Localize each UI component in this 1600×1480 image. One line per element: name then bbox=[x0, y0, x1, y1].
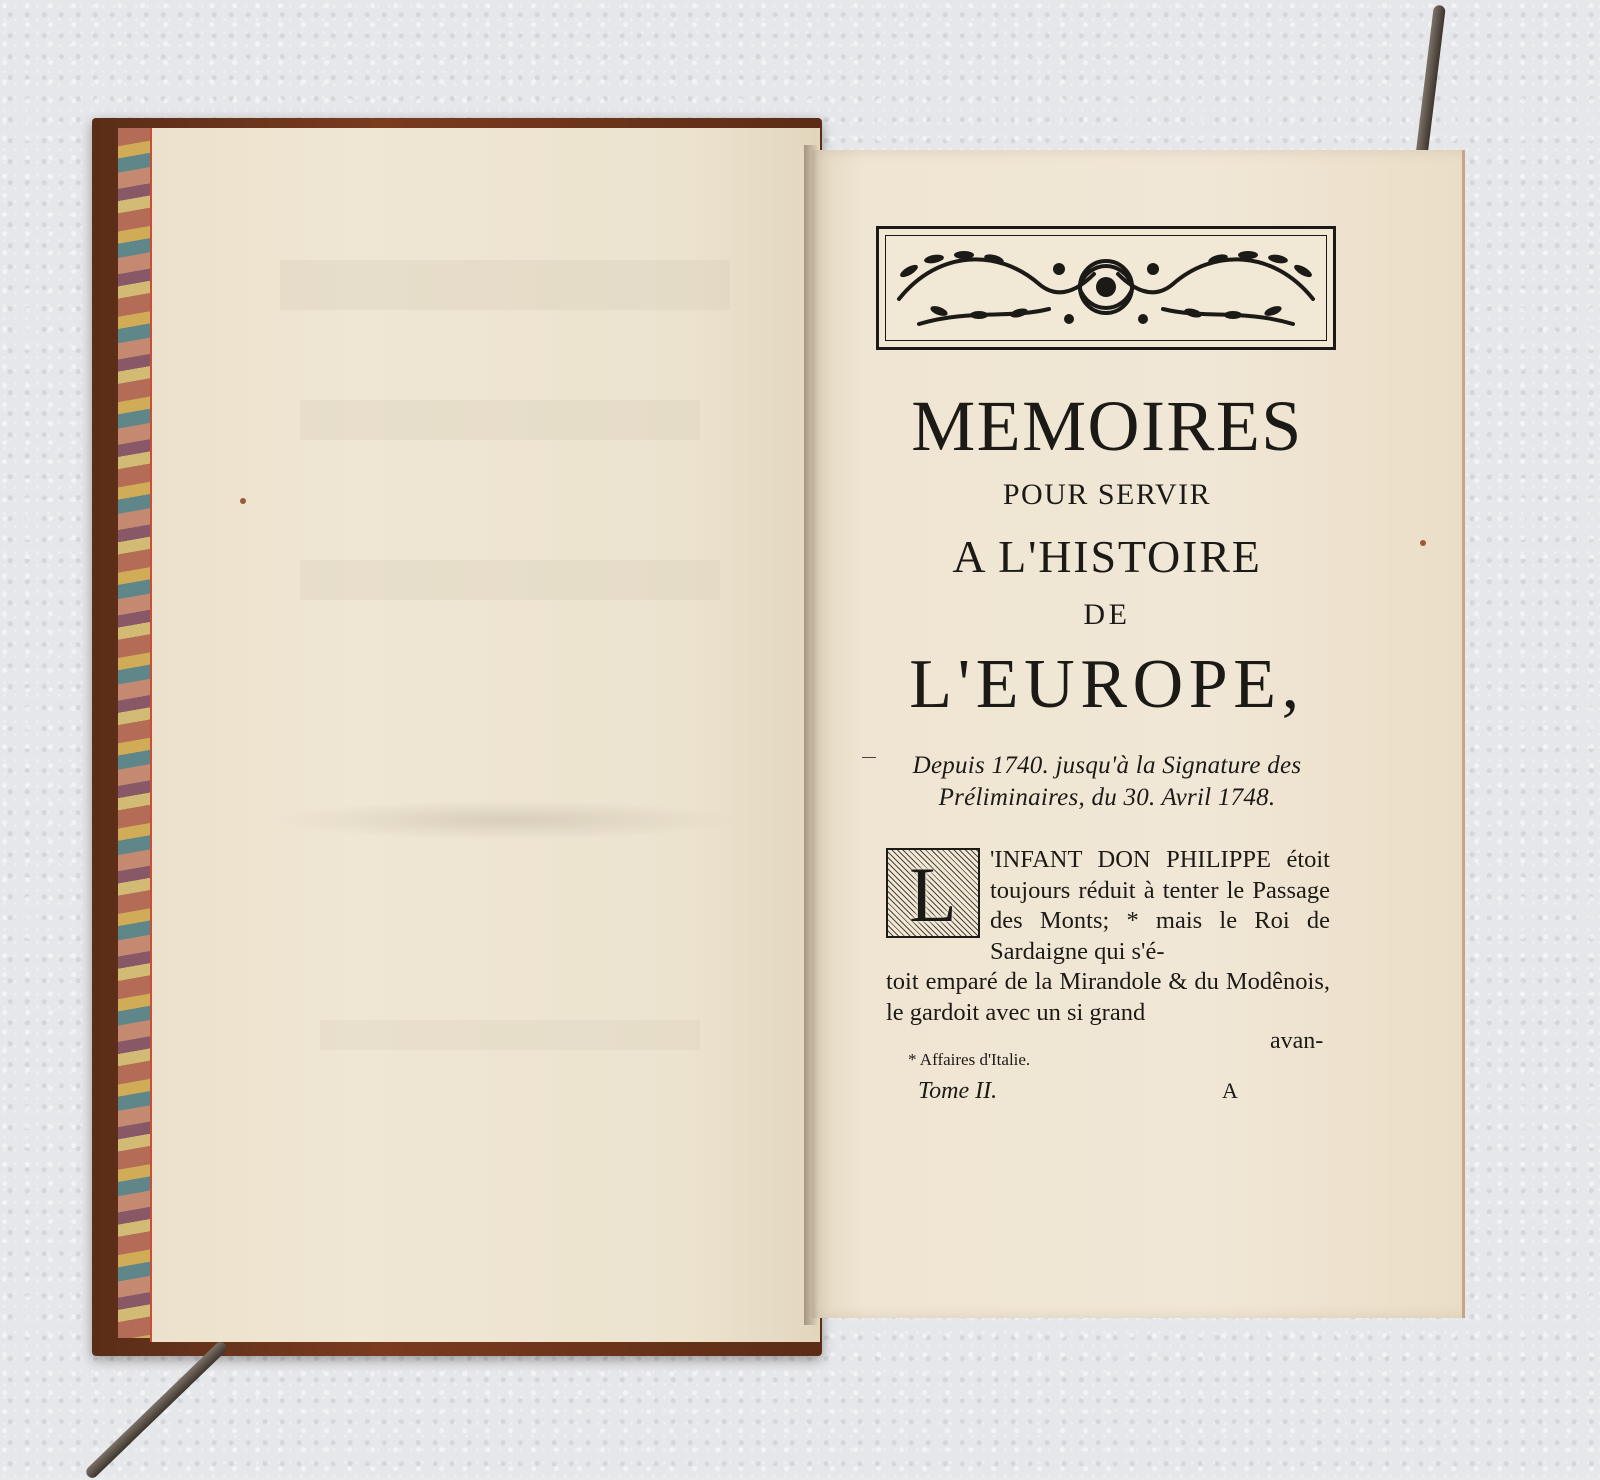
initial-letter: L bbox=[909, 851, 957, 938]
book-title: MEMOIRES bbox=[911, 386, 1303, 466]
decorated-initial bbox=[886, 848, 980, 938]
opening-text-beside-initial: 'INFANT DON PHILIPPE étoit toujours réduit à tenter le Passage des Monts; * mais le Roi de Sardaigne qui s'é- bbox=[990, 846, 1330, 965]
volume-label: Tome II. bbox=[918, 1078, 998, 1104]
marbled-endpaper bbox=[118, 128, 152, 1338]
ornamental-headpiece bbox=[876, 226, 1336, 350]
title-line-europe: L'EUROPE, bbox=[909, 646, 1305, 723]
title-line-histoire: A L'HISTOIRE bbox=[952, 531, 1262, 582]
signature-mark: A bbox=[1222, 1078, 1238, 1103]
show-through-text bbox=[240, 240, 760, 1100]
catchword: avan- bbox=[1270, 1028, 1324, 1054]
title-line-pour-servir: POUR SERVIR bbox=[1002, 478, 1212, 511]
foxing-spot bbox=[1420, 540, 1426, 546]
page-wrinkle bbox=[270, 800, 740, 840]
foxing-spot bbox=[240, 498, 246, 504]
footnote: * Affaires d'Italie. bbox=[908, 1050, 1031, 1069]
subtitle-line-2: Préliminaires, du 30. Avril 1748. bbox=[938, 784, 1276, 811]
foliage-ornament bbox=[879, 229, 1333, 347]
opening-text-continued: toit emparé de la Mirandole & du Modênois, le gardoit avec un si grand bbox=[886, 968, 1330, 1026]
title-line-de: DE bbox=[1083, 598, 1131, 631]
subtitle bbox=[872, 750, 1342, 814]
subtitle-line-1: Depuis 1740. jusqu'à la Signature des bbox=[912, 752, 1302, 779]
book-gutter bbox=[804, 145, 818, 1325]
